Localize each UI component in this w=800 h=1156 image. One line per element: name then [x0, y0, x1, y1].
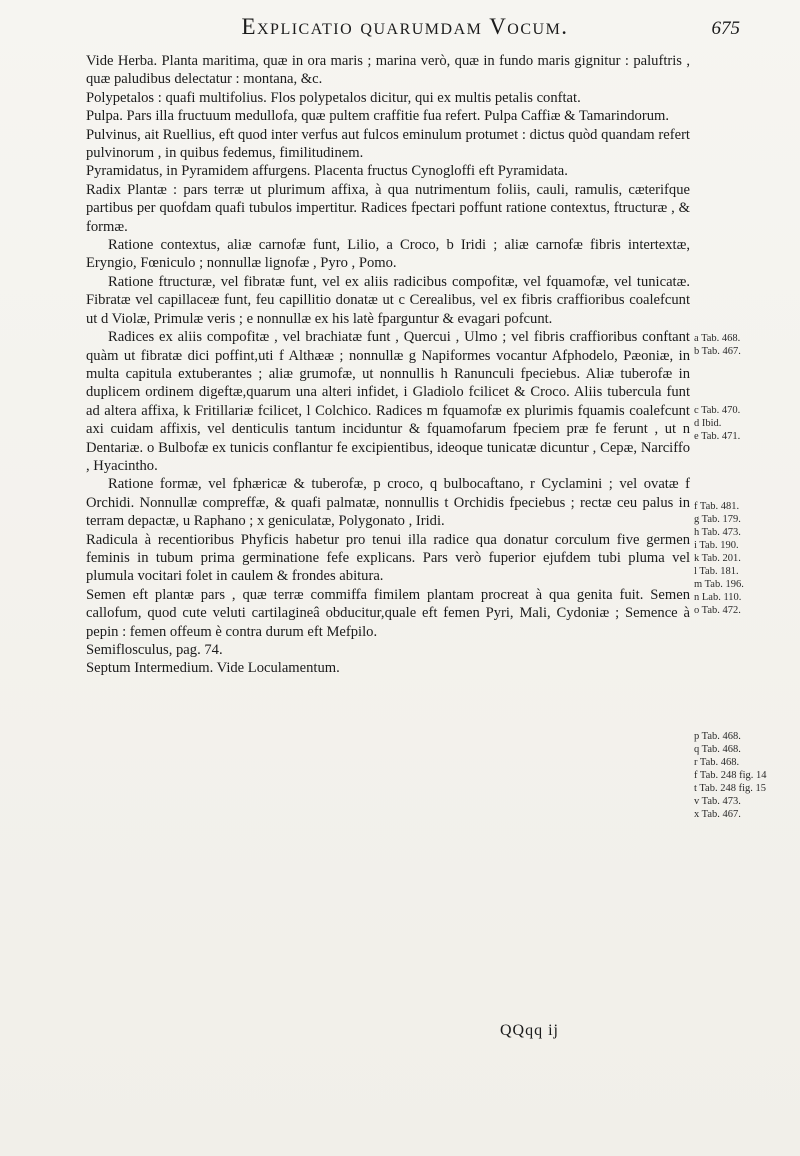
margin-note: f Tab. 248 fig. 14 — [694, 770, 767, 781]
margin-note: e Tab. 471. — [694, 431, 741, 442]
entry-radix: Radix Plantæ : pars terræ ut plurimum affixa, à qua nutrimentum foliis, cauli, ramulis, cæterifque partibus per quofdam quafi tubulos impertitur. Radices fpectari poffunt ratione contextus, ftructuræ , & formæ. — [86, 181, 690, 235]
margin-note: t Tab. 248 fig. 15 — [694, 783, 766, 794]
margin-note: g Tab. 179. — [694, 514, 741, 525]
margin-note: a Tab. 468. — [694, 333, 741, 344]
margin-note: l Tab. 181. — [694, 566, 739, 577]
margin-note: i Tab. 190. — [694, 540, 739, 551]
entry-vide-herba: Vide Herba. Planta maritima, quæ in ora maris ; marina verò, quæ in fundo maris gignitur : paluftris , quæ paludibus delectatur : montana, &c. — [86, 53, 690, 88]
margin-note: b Tab. 467. — [694, 346, 741, 357]
margin-note: q Tab. 468. — [694, 744, 741, 755]
text-body — [86, 52, 690, 678]
entry-radicula: Radicula à recentioribus Phyficis habetur pro tenui illa radice qua donatur corculum five germen feminis in tubum prima germinatione fefe explicans. Pars verò fuperior ejufdem tubi pluma vel plumula vocitari folet in caulem & frondes abitura. — [86, 531, 690, 585]
margin-notes-b — [694, 404, 798, 443]
margin-note: h Tab. 473. — [694, 527, 741, 538]
entry-semen: Semen eft plantæ pars , quæ terræ commiffa fimilem plantam procreat à qua genita fuit. Semen callofum, quod cute veluti cartilagineâ obducitur,quale eft femen Pyri, Mali, Cydoniæ ; Semence à pepin : femen offeum è contra durum eft Mefpilo. — [86, 586, 690, 640]
margin-note: x Tab. 467. — [694, 809, 741, 820]
paragraph-formae: Ratione formæ, vel fphæricæ & tuberofæ, p croco, q bulbocaftano, r Cyclamini ; vel ovatæ f Orchidi. Nonnullæ compreffæ, & quafi palmatæ, nonnullis t Orchidis fpeciebus ; rectæ ceu palus in terram depactæ, u Raphano ; x geniculatæ, Polygonato , Iridi. — [86, 476, 690, 530]
running-header — [120, 14, 740, 48]
margin-note: o Tab. 472. — [694, 605, 741, 616]
margin-note: r Tab. 468. — [694, 757, 740, 768]
paragraph-compositae: Radices ex aliis compofitæ , vel brachiatæ funt , Quercui , Ulmo ; vel fibris craffioribus conftant quàm ut fibratæ dici poffint,uti f Althææ ; nonnullæ g Napiformes vocantur Afphodelo, Pæoniæ, in multa capitula extuberantes ; aliæ grumofæ, ut nonnullis h Ranunculi fpeciebus. Aliæ tuberofæ in duplicem ordinem digeftæ,quarum una alteri infidet, i Gladiolo fcilicet & Croco. Aliis tubercula funt ad altera affixa, k Fritillariæ fcilicet, l Colchico. Radices m fquamofæ ex plurimis fquamis coalefcunt axi cuidam affixis, vel denticulis tantum inciduntur & fquamofarum fpeciem præ fe ferunt , ut n Dentariæ. o Bulbofæ ex tunicis conflantur fe excipientibus, ideoque tunicatæ dicuntur , Cepæ, Narciffo , Hyacintho. — [86, 329, 690, 474]
page-number: 675 — [711, 18, 740, 39]
page-title: Explicatio quarumdam Vocum. — [241, 14, 569, 39]
entry-septum: Septum Intermedium. Vide Loculamentum. — [86, 660, 340, 677]
margin-note: p Tab. 468. — [694, 731, 741, 742]
margin-note: v Tab. 473. — [694, 796, 741, 807]
paragraph-structurae: Ratione ftructuræ, vel fibratæ funt, vel ex aliis radicibus compofitæ, vel fquamofæ, vel tunicatæ. Fibratæ vel capillaceæ funt, feu capillitio donatæ ut c Cerealibus, vel ex fibris craffioribus coalefcunt ut d Violæ, Primulæ veris ; e nonnullæ ex his latè fparguntur & evagari pofcunt. — [86, 273, 690, 327]
catchword: QQqq ij — [500, 1022, 559, 1039]
margin-notes-c — [694, 500, 798, 617]
entry-polypetalos: Polypetalos : quafi multifolius. Flos polypetalos dicitur, qui ex multis petalis conftat. — [86, 89, 581, 106]
margin-note: n Lab. 110. — [694, 592, 742, 603]
entry-pulvinus: Pulvinus, ait Ruellius, eft quod inter verfus aut fulcos eminulum protumet : dictus quòd quandam refert pulvinorum , in quibus fedemus, fimilitudinem. — [86, 126, 690, 162]
margin-note: d Ibid. — [694, 418, 722, 429]
margin-notes-d — [694, 730, 798, 821]
margin-notes-a — [694, 332, 798, 358]
entry-pyramidatus: Pyramidatus, in Pyramidem affurgens. Placenta fructus Cynogloffi eft Pyramidata. — [86, 163, 568, 180]
margin-note: f Tab. 481. — [694, 501, 740, 512]
margin-note: k Tab. 201. — [694, 553, 741, 564]
paragraph-contextus: Ratione contextus, aliæ carnofæ funt, Lilio, a Croco, b Iridi ; aliæ carnofæ fibris intertextæ, Eryngio, Fœniculo ; nonnullæ lignofæ , Pyro , Pomo. — [86, 237, 690, 272]
entry-semiflosculus: Semiflosculus, pag. 74. — [86, 642, 223, 658]
margin-note: m Tab. 196. — [694, 579, 744, 590]
entry-pulpa: Pulpa. Pars illa fructuum medullofa, quæ pultem craffitie fua refert. Pulpa Caffiæ & Tamarindorum. — [86, 108, 669, 125]
margin-note: c Tab. 470. — [694, 405, 741, 416]
